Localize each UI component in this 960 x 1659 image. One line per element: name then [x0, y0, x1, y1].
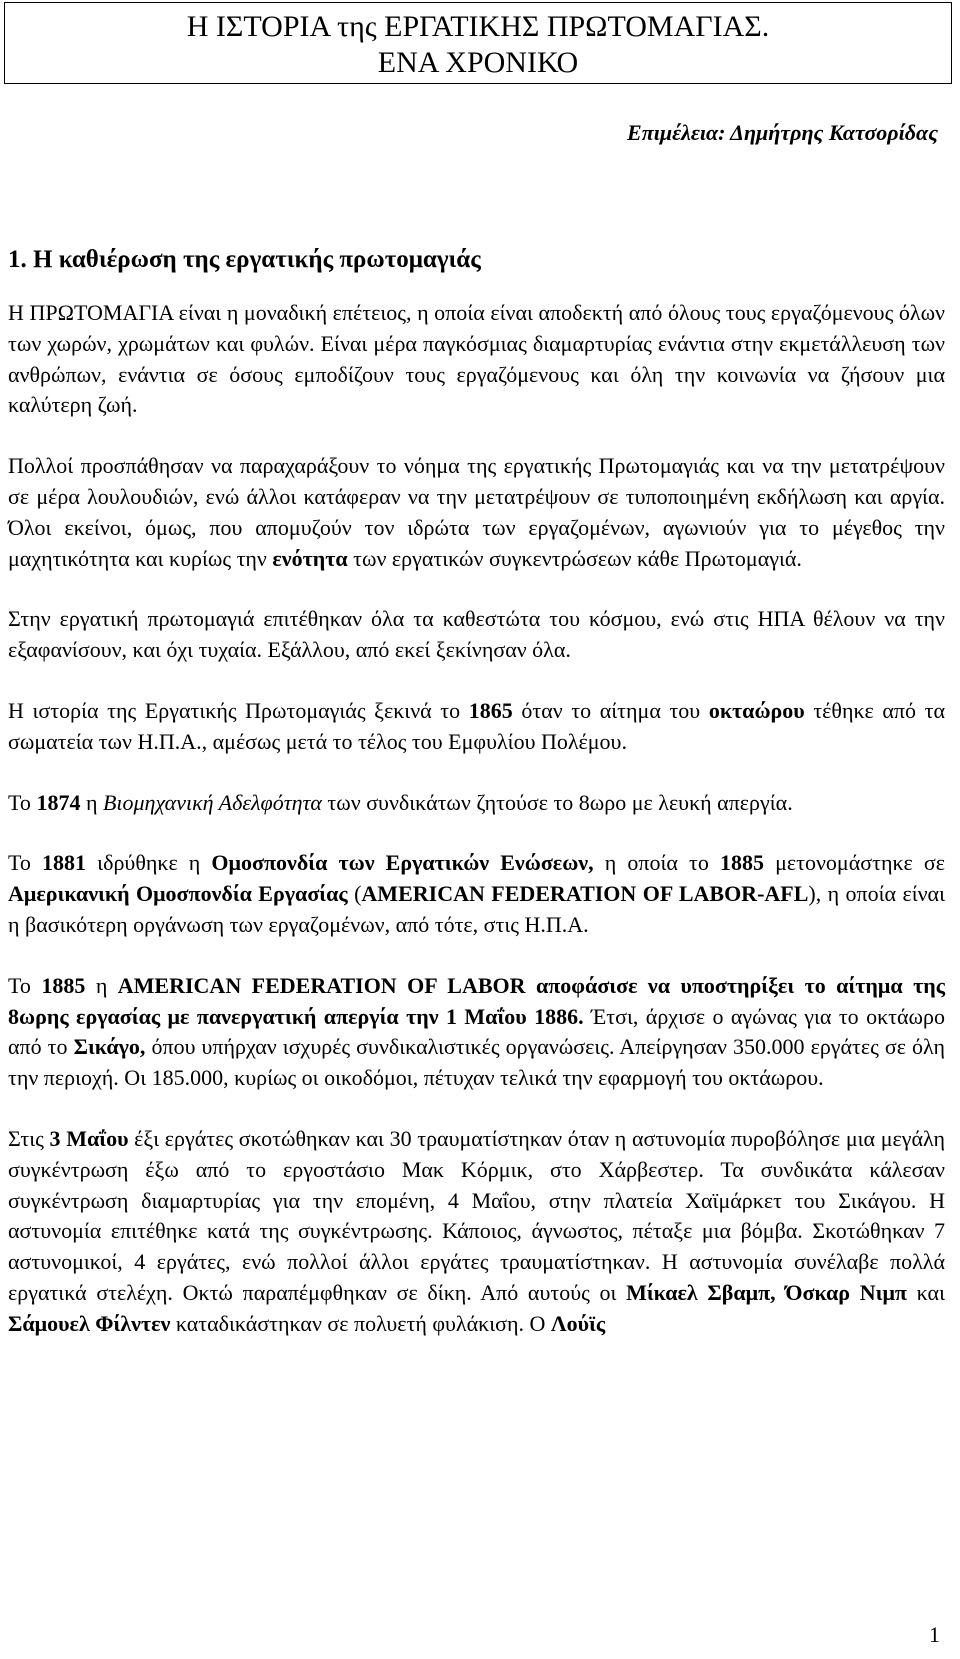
document-title-line-1: Η ΙΣΤΟΡΙΑ της ΕΡΓΑΤΙΚΗΣ ΠΡΩΤΟΜΑΓΙΑΣ.	[186, 10, 770, 43]
bold-term: Ομοσπονδία των Εργατικών Ενώσεων,	[211, 850, 594, 876]
paragraph-text: η οποία το	[593, 850, 720, 876]
paragraph-6	[8, 848, 945, 940]
bold-term: οκταώρου	[708, 697, 805, 723]
bold-term: ενότητα	[272, 545, 348, 571]
paragraph-text: η	[85, 972, 118, 998]
paragraph-text: Έτσι, άρχισε ο αγώνας για το οκτάωρο από το	[8, 1003, 945, 1060]
paragraph-text: (	[347, 881, 362, 907]
paragraph-text: η	[80, 789, 103, 815]
paragraph-text: Η ιστορία της Εργατικής Πρωτομαγιάς ξεκινά το	[8, 697, 469, 723]
page-number: 1	[929, 1622, 940, 1647]
paragraph-text: ιδρύθηκε η	[86, 850, 212, 876]
bold-year: 1885	[41, 972, 86, 998]
paragraph-text: Στην εργατική πρωτομαγιά επιτέθηκαν όλα τα καθεστώτα του κόσμου, ενώ στις ΗΠΑ θέλουν να την εξαφανίσουν, και όχι τυχαία. Εξάλλου, από εκεί ξεκίνησαν όλα.	[8, 606, 945, 663]
paragraph-5	[8, 788, 945, 819]
bold-term: AMERICAN FEDERATION OF LABOR-AFL	[361, 881, 809, 907]
bold-year: 1865	[468, 697, 513, 723]
document-title-line-2: ΕΝΑ ΧΡΟΝΙΚΟ	[377, 46, 579, 79]
document-title-box	[4, 2, 952, 84]
paragraph-text: τέθηκε από τα σωματεία των Η.Π.Α., αμέσως μετά το τέλος του Εμφυλίου Πολέμου.	[8, 697, 945, 754]
bold-term: Μίκαελ Σβαμπ, Όσκαρ Νιμπ	[626, 1279, 907, 1305]
paragraph-7	[8, 971, 945, 1094]
paragraph-text: των εργατικών συγκεντρώσεων κάθε Πρωτομαγιά.	[347, 545, 802, 571]
paragraph-4	[8, 696, 945, 758]
italic-term: Βιομηχανική Αδελφότητα	[102, 789, 322, 815]
body-text	[8, 298, 945, 1370]
paragraph-text: Το	[8, 789, 37, 815]
paragraph-text: ), η οποία είναι η βασικότερη οργάνωση των εργαζομένων, από τότε, στις Η.Π.Α.	[8, 881, 946, 937]
paragraph-text: Πολλοί προσπάθησαν να παραχαράξουν το νόημα της εργατικής Πρωτομαγιάς και να την μετατρέψουν σε μέρα λουλουδιών, ενώ άλλοι κατάφεραν να την μετατρέψουν σε τυποποιημένη εκδήλωση και αργία. Όλοι εκείνοι, όμως, που απομυζούν τον ιδρώτα των εργαζομένων, αγωνιούν για το μέγεθος την μαχητικότητα και κυρίως την	[8, 453, 945, 571]
paragraph-text: Η ΠΡΩΤΟΜΑΓΙΑ είναι η μοναδική επέτειος, η οποία είναι αποδεκτή από όλους τους εργαζόμενους όλων των χωρών, χρωμάτων και φυλών. Είναι μέρα παγκόσμιας διαμαρτυρίας ενάντια στην εκμετάλλευση των ανθρώπων, ενάντια σε όσους εμποδίζουν τους εργαζόμενους και όλη την κοινωνία να ζήσουν μια καλύτερη ζωή.	[8, 300, 945, 418]
paragraph-text: έξι εργάτες σκοτώθηκαν και 30 τραυματίστηκαν όταν η αστυνομία πυροβόλησε μια μεγάλη συγκέντρωση έξω από το εργοστάσιο Μακ Κόρμικ, στο Χάρβεστερ. Τα συνδικάτα κάλεσαν συγκέντρωση διαμαρτυρίας για την επομένη, 4 Μαΐου, στην πλατεία Χαϊμάρκετ του Σικάγου. Η αστυνομία επιτέθηκε κατά της συγκέντρωσης. Κάποιος, άγνωστος, πέταξε μια βόμβα. Σκοτώθηκαν 7 αστυνομικοί, 4 εργάτες, ενώ πολλοί άλλοι εργάτες τραυματίστηκαν. Η αστυνομία συνέλαβε πολλά εργατικά στελέχη. Οκτώ παραπέμφθηκαν σε δίκη. Από αυτούς οι	[8, 1125, 945, 1305]
paragraph-2	[8, 451, 945, 574]
paragraph-text: και	[906, 1279, 945, 1305]
paragraph-8	[8, 1124, 945, 1340]
paragraph-text: των συνδικάτων ζητούσε το 8ωρο με λευκή απεργία.	[321, 789, 793, 815]
paragraph-text: Στις	[8, 1125, 50, 1151]
bold-year: 1874	[36, 789, 81, 815]
paragraph-text: καταδικάστηκαν σε πολυετή φυλάκιση. Ο	[170, 1310, 551, 1336]
bold-term: Σικάγο,	[73, 1034, 146, 1060]
bold-term: Αμερικανική Ομοσπονδία Εργασίας	[8, 881, 348, 907]
paragraph-text: όταν το αίτημα του	[512, 697, 709, 723]
editor-credit: Επιμέλεια: Δημήτρης Κατσορίδας	[627, 120, 938, 145]
paragraph-3	[8, 604, 945, 666]
bold-year: 1885	[719, 850, 764, 876]
bold-year: 1881	[42, 850, 87, 876]
bold-term: AMERICAN FEDERATION OF LABOR αποφάσισε να υποστηρίξει το αίτημα της 8ωρης εργασίας με πανεργατική απεργία την 1 Μαΐου 1886.	[8, 972, 945, 1029]
section-heading: 1. Η καθιέρωση της εργατικής πρωτομαγιάς	[8, 246, 481, 273]
bold-term: Λούϊς	[550, 1310, 606, 1336]
bold-term: Σάμουελ Φίλντεν	[8, 1310, 171, 1336]
paragraph-text: Το	[8, 850, 43, 876]
paragraph-1	[8, 298, 945, 421]
bold-term: 3 Μαΐου	[49, 1125, 129, 1151]
paragraph-text: μετονομάστηκε σε	[763, 850, 945, 876]
paragraph-text: όπου υπήρχαν ισχυρές συνδικαλιστικές οργανώσεις. Απείργησαν 350.000 εργάτες σε όλη την περιοχή. Οι 185.000, κυρίως οι οικοδόμοι, πέτυχαν τελικά την εφαρμογή του οκτάωρου.	[8, 1034, 945, 1091]
paragraph-text: Το	[8, 972, 42, 998]
